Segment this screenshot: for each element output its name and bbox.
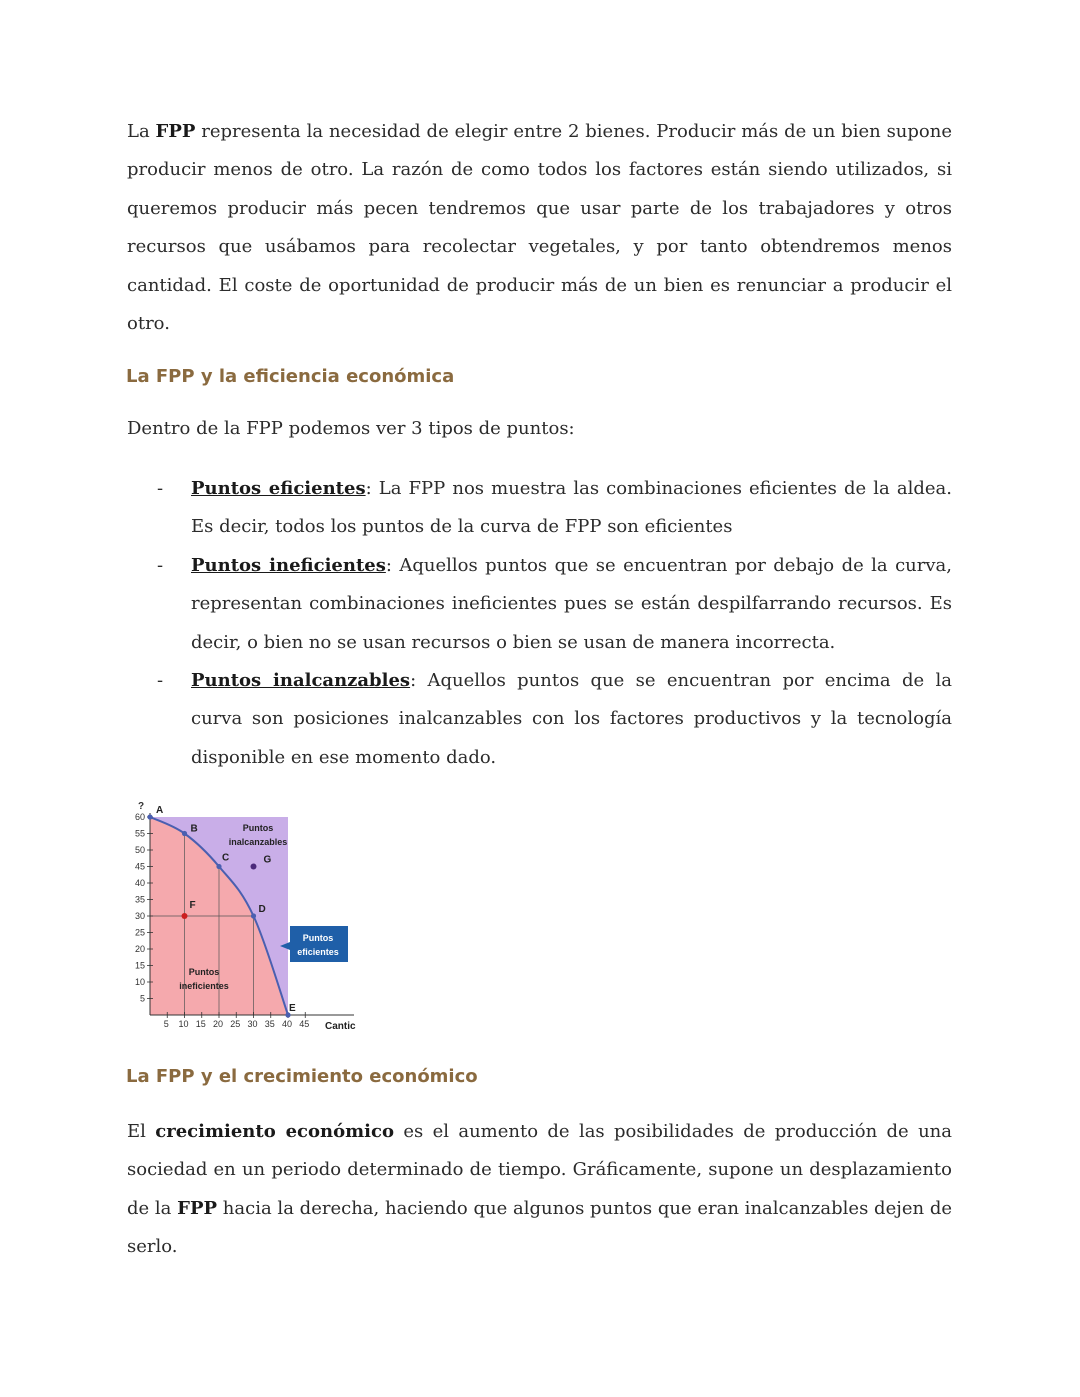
x-tick-label: 30 (247, 1019, 258, 1029)
y-tick-label: 15 (134, 960, 145, 971)
y-tick-label: 40 (134, 878, 145, 888)
list-text: : La FPP nos muestra las combinaciones eficientes de la aldea. Es decir, todos los puntos de la curva de FPP son eficientes (191, 478, 952, 538)
y-tick-label: 50 (134, 845, 145, 855)
list-dash: - (157, 670, 164, 692)
y-tick-label: 5 (139, 993, 145, 1004)
y-tick-label: 60 (134, 812, 145, 822)
text-run: El (127, 1121, 156, 1142)
y-tick-label: 45 (134, 861, 145, 872)
x-tick-label: 15 (195, 1019, 206, 1029)
point-label-a: A (156, 805, 164, 816)
points-list (155, 470, 952, 777)
y-axis-label: ? (138, 801, 145, 812)
bold-term: crecimiento económico (155, 1121, 394, 1142)
y-tick-label: 55 (134, 828, 145, 839)
x-tick-label: 25 (230, 1019, 241, 1029)
efficient-label: eficientes (297, 947, 339, 957)
y-tick-label: 10 (134, 977, 145, 987)
x-tick-label: 40 (281, 1019, 293, 1029)
point-label-g: G (263, 854, 272, 866)
text-run: La (127, 121, 156, 142)
inefficient-label: Puntos (188, 967, 220, 977)
text-run: representa la necesidad de elegir entre 2 bienes. Producir más de un bien supone producir menos de otro. La razón de como todos los factores están siendo utilizados, si queremos producir más pecen tendremos que usar parte de los trabajadores y otros recursos que usábamos para recolectar vegetales, y por tanto obtendremos menos cantidad. El coste de oportunidad de producir más de un bien es renunciar a producir el otro. (127, 121, 953, 335)
curve-point-a (147, 814, 152, 819)
list-dash: - (157, 554, 164, 576)
y-tick-label: 25 (134, 927, 145, 938)
y-tick-label: 30 (134, 911, 145, 921)
section-heading-growth: La FPP y el crecimiento económico (126, 1066, 478, 1087)
x-tick-label: 5 (163, 1019, 169, 1029)
y-tick-label: 20 (134, 944, 145, 954)
x-tick-label: 45 (299, 1019, 310, 1029)
list-term: Puntos inalcanzables (191, 670, 411, 692)
fpp-chart (118, 800, 368, 1040)
list-dash: - (157, 478, 164, 499)
point-label-b: B (190, 823, 198, 835)
points-intro: Dentro de la FPP podemos ver 3 tipos de puntos: (127, 418, 575, 439)
section-heading-efficiency: La FPP y la eficiencia económica (126, 366, 455, 387)
text-run: hacia la derecha, haciendo que algunos puntos que eran inalcanzables dejen de serlo. (127, 1197, 952, 1258)
point-label-f: F (189, 900, 196, 911)
list-term: Puntos ineficientes (191, 554, 386, 576)
list-text: : Aquellos puntos que se encuentran por debajo de la curva, representan combinaciones ineficientes pues se están despilfarrando recursos. Es decir, o bien no se usan recursos o bien se usan de manera incorrecta. (191, 554, 952, 653)
curve-point-b (182, 831, 187, 836)
growth-paragraph (127, 1113, 952, 1267)
list-item-unattainable (155, 662, 952, 777)
list-item-inefficient (155, 547, 952, 662)
x-tick-label: 10 (178, 1019, 189, 1029)
point-label-d: D (258, 904, 266, 915)
point-f (182, 913, 188, 919)
list-term: Puntos eficientes (191, 478, 366, 499)
list-text: : Aquellos puntos que se encuentran por encima de la curva son posiciones inalcanzables con los factores productivos y la tecnología disponible en ese momento dado. (191, 670, 952, 768)
bold-term: FPP (177, 1197, 218, 1219)
y-tick-label: 35 (134, 894, 145, 905)
point-label-e: E (289, 1003, 296, 1014)
x-tick-label: 20 (212, 1019, 224, 1029)
curve-point-d (251, 913, 256, 918)
inefficient-label: ineficientes (179, 981, 229, 991)
list-item-efficient (155, 470, 952, 547)
x-axis-label: Cantic (325, 1021, 356, 1032)
curve-point-c (216, 864, 221, 869)
text-run: es el aumento de las posibilidades de producción de una sociedad en un periodo determinado de tiempo. Gráficamente, supone un desplazamiento de la (127, 1121, 952, 1219)
point-g (251, 864, 257, 870)
intro-paragraph (127, 113, 952, 343)
unattainable-label: Puntos (242, 823, 274, 833)
unattainable-label: inalcanzables (228, 837, 288, 847)
efficient-label: Puntos (302, 933, 334, 943)
point-label-c: C (222, 852, 230, 864)
x-tick-label: 35 (264, 1019, 275, 1029)
bold-term: FPP (155, 121, 196, 142)
